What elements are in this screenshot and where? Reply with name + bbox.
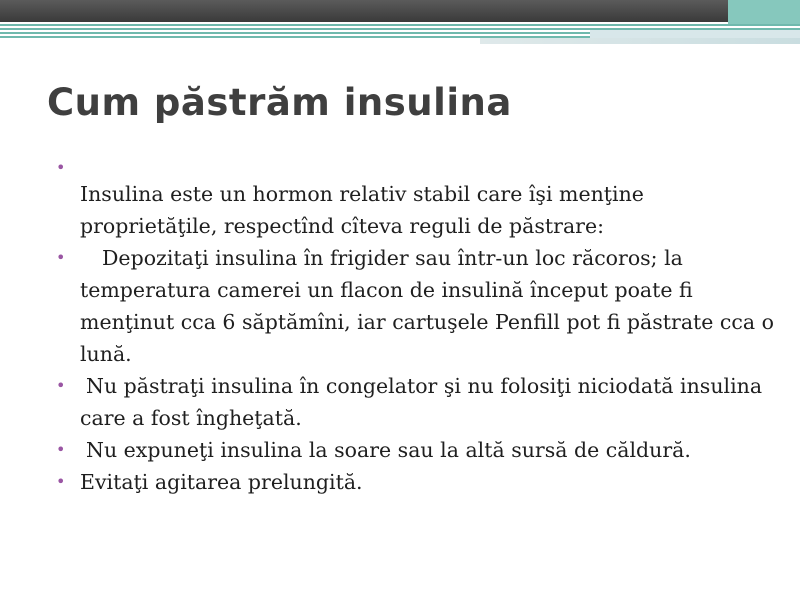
bullet-icon [56,466,74,498]
bullet-icon [56,434,74,466]
header-dark-bar [0,0,800,22]
list-item [56,242,776,370]
list-item [56,152,776,178]
header-light-accent [590,30,800,38]
list-item-text: Insulina este un hormon relativ stabil care îşi menţine proprietăţile, respectînd cîteva reguli de păstrare: [80,182,644,238]
list-item [56,466,776,498]
list-item-text: Nu expuneţi insulina la soare sau la altă sursă de căldură. [86,438,691,462]
list-item-text: Depozitaţi insulina în frigider sau într-un loc răcoros; la temperatura camerei un flacon de insulină început poate fi menţinut cca 6 săptămîni, iar cartuşele Penfill pot fi păstrate cca o lună. [80,246,774,366]
header-accent-block [728,0,800,24]
bullet-icon [56,370,74,402]
list-item [56,370,776,434]
list-item [56,178,776,242]
list-item-text: Nu păstraţi insulina în congelator şi nu folosiţi niciodată insulina care a fost îngheţată. [80,374,763,430]
bullet-list [56,152,776,498]
slide-title: Cum păstrăm insulina [47,81,512,124]
list-item [56,434,776,466]
list-item-text: Evitaţi agitarea prelungită. [80,470,363,494]
bullet-icon [56,242,74,274]
header-light-underline [480,38,800,44]
